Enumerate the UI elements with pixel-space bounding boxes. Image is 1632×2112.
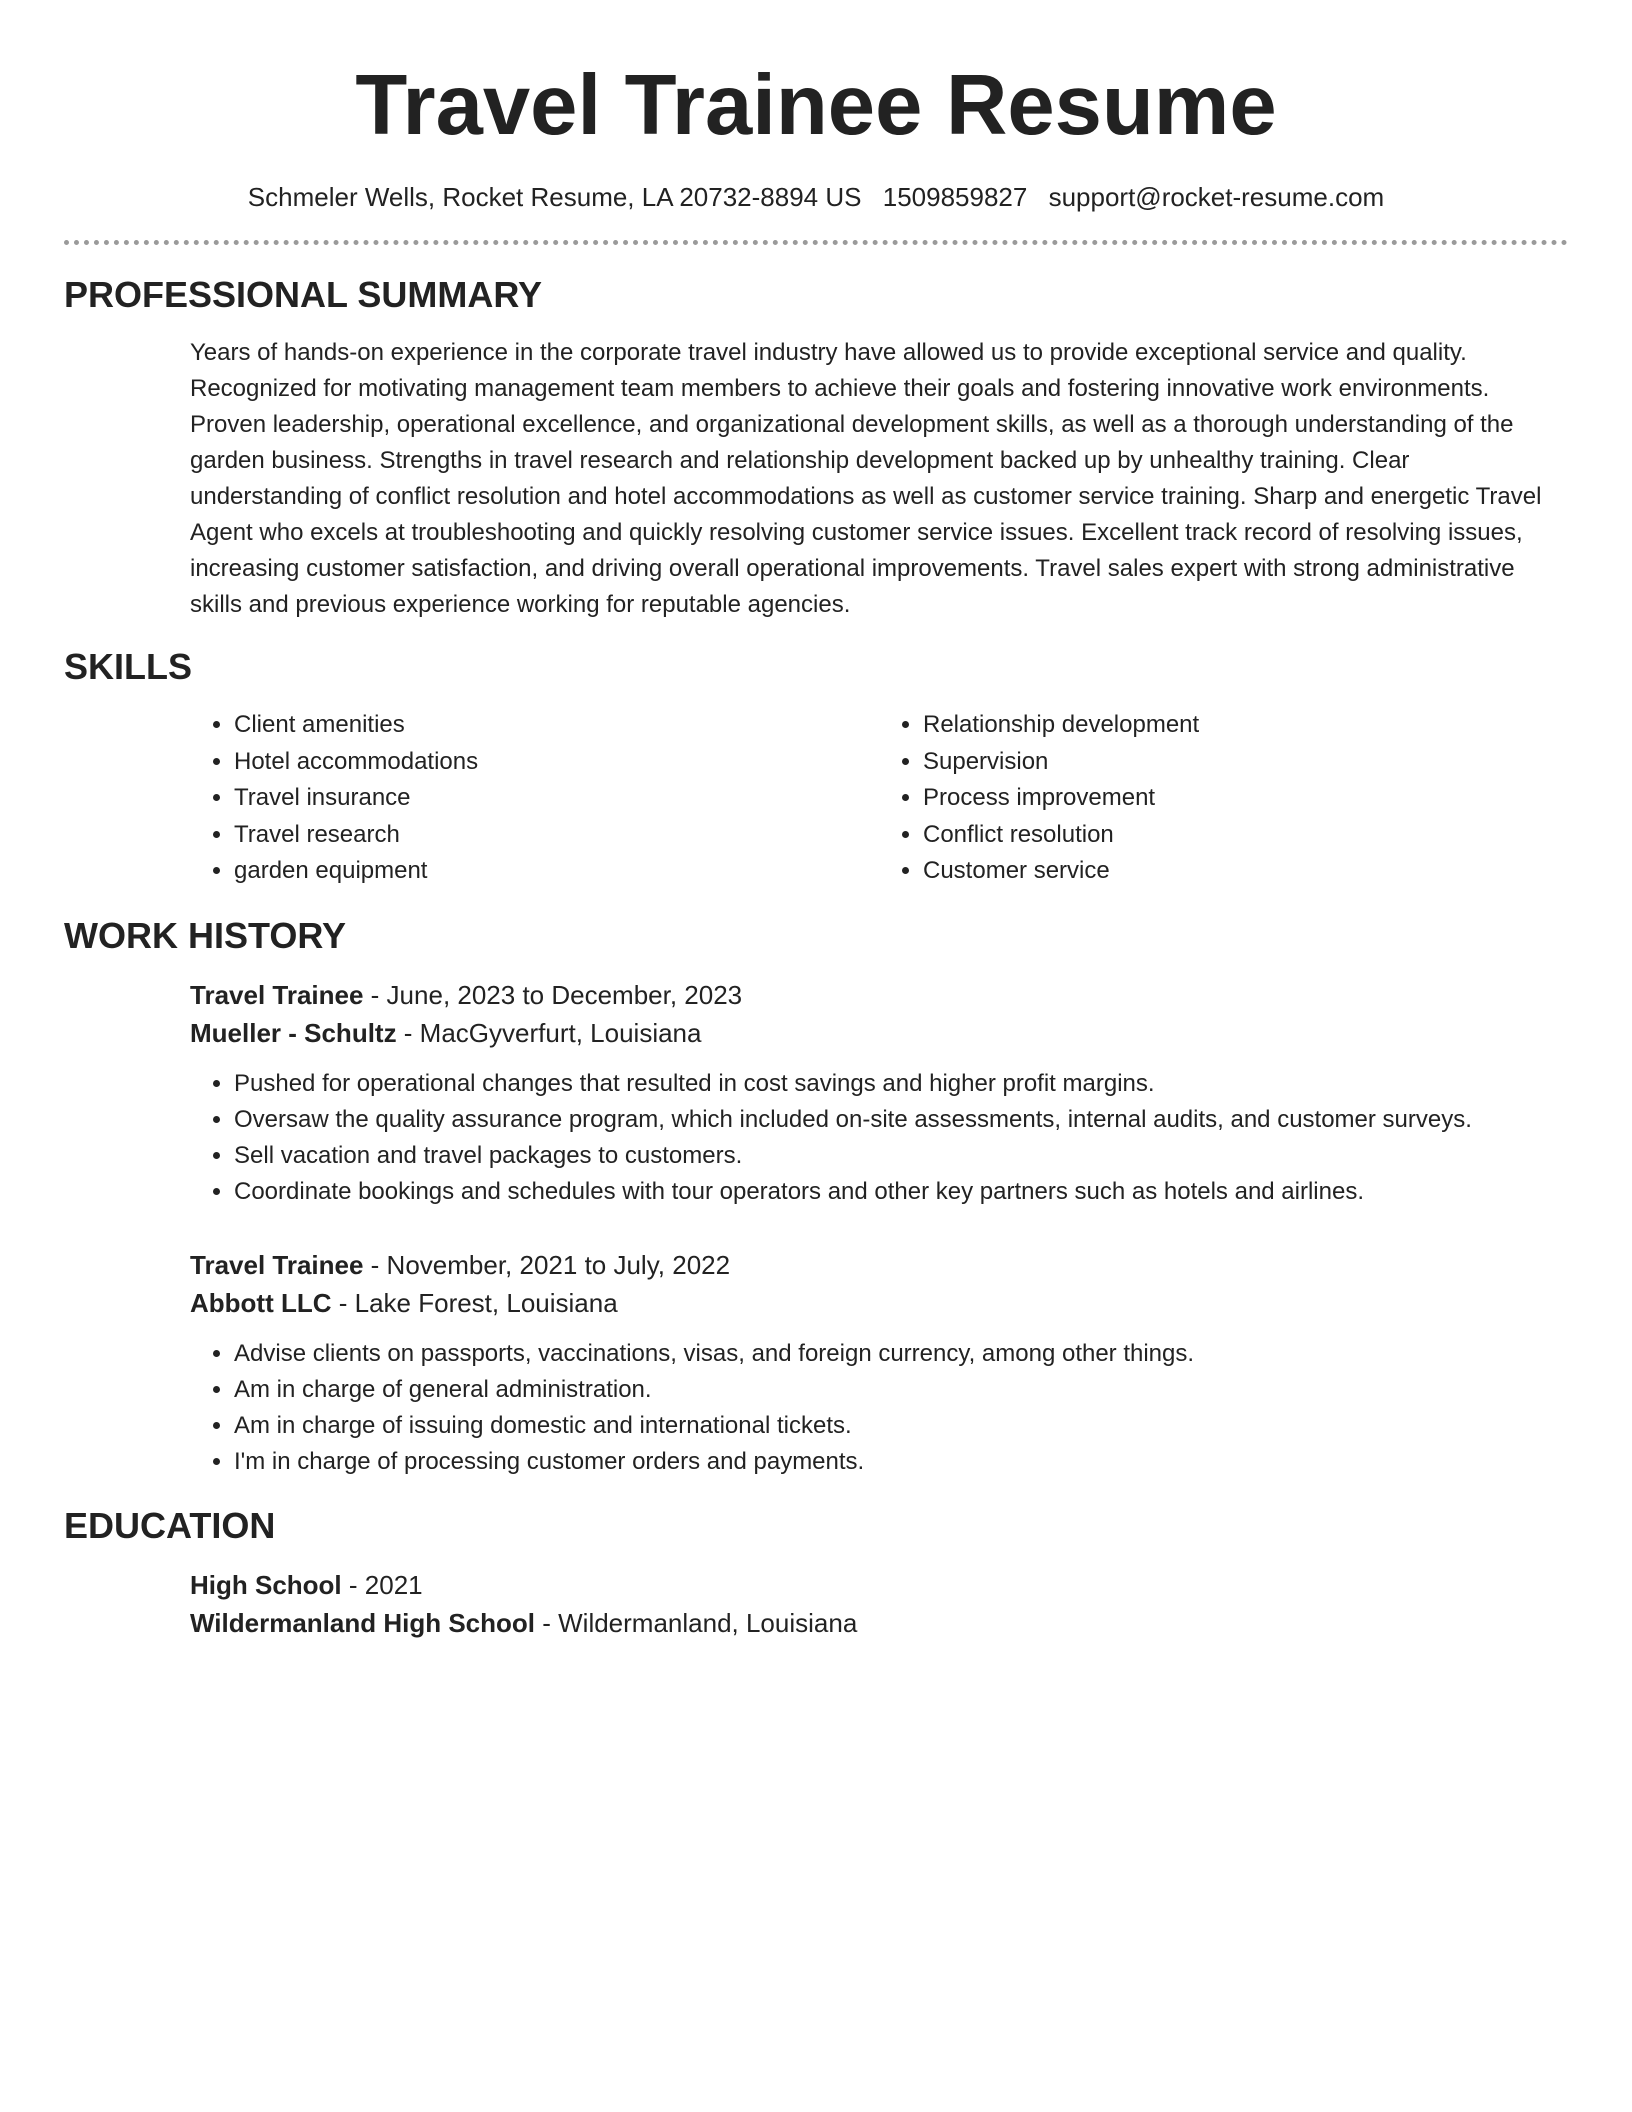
resume-title: Travel Trainee Resume [355,58,1277,153]
contact-email: support@rocket-resume.com [1048,182,1385,212]
job-duty: • Coordinate bookings and schedules with tour operators and other key partners such as hotels and airlines. [234,1174,1568,1210]
education-school: Wildermanland High School [190,1607,536,1638]
skill-item: • Conflict resolution [923,817,1568,854]
section-heading-education: EDUCATION [64,1504,276,1546]
job-title-line [190,1246,1568,1284]
education-degree: High School [190,1569,342,1600]
job-company-line [190,1014,1568,1052]
job-duty: • Sell vacation and travel packages to customers. [234,1138,1568,1174]
job-duties-list [190,1066,1568,1210]
section-heading-work: WORK HISTORY [64,914,347,956]
education-entry [190,1566,1568,1642]
summary-text: Years of hands-on experience in the corporate travel industry have allowed us to provide exceptional service and quality. Recognized for motivating management team members to achieve their goals and fostering innovative work environments. Proven leadership, operational excellence, and organizational development skills, as well as a thorough understanding of the garden business. Strengths in travel research and relationship development backed up by unhealthy training. Clear understanding of conflict resolution and hotel accommodations as well as customer service training. Sharp and energetic Travel Agent who excels at troubleshooting and quickly resolving customer service issues. Excellent track record of resolving issues, increasing customer satisfaction, and driving overall operational improvements. Travel sales expert with strong administrative skills and previous experience working for reputable agencies. [190,339,1542,618]
resume-page [64,0,1568,1642]
job-dates: - June, 2023 to December, 2023 [363,979,743,1010]
education-location: - Wildermanland, Louisiana [535,1607,858,1638]
work-history-section [64,914,1568,1480]
job-location: - Lake Forest, Louisiana [331,1287,618,1318]
contact-info [64,180,1568,214]
skill-item: • Hotel accommodations [234,744,879,781]
job-company: Abbott LLC [190,1287,332,1318]
job-duty: • Advise clients on passports, vaccinations, visas, and foreign currency, among other things. [234,1336,1568,1372]
education-school-line [190,1604,1568,1642]
contact-phone: 1509859827 [882,182,1028,212]
skill-item: • Travel insurance [234,780,879,817]
skill-item: • Relationship development [923,707,1568,744]
job-title-line [190,976,1568,1014]
job-duties-list [190,1336,1568,1480]
skill-item: • Client amenities [234,707,879,744]
education-section [64,1504,1568,1642]
job-title: Travel Trainee [190,1249,364,1280]
job-duty: • Oversaw the quality assurance program, which included on-site assessments, internal audits, and customer surveys. [234,1102,1568,1138]
skills-list-right [879,707,1568,890]
job-duty: • Pushed for operational changes that resulted in cost savings and higher profit margins. [234,1066,1568,1102]
skill-item: • Travel research [234,817,879,854]
job-dates: - November, 2021 to July, 2022 [363,1249,731,1280]
job-location: - MacGyverfurt, Louisiana [396,1017,702,1048]
job-duty: • Am in charge of issuing domestic and international tickets. [234,1408,1568,1444]
skill-item: • garden equipment [234,853,879,890]
job-duty: • I'm in charge of processing customer orders and payments. [234,1444,1568,1480]
job-entry [190,976,1568,1210]
skills-list-left [190,707,879,890]
job-entry [190,1246,1568,1480]
skill-item: • Customer service [923,853,1568,890]
skill-item: • Supervision [923,744,1568,781]
job-company-line [190,1284,1568,1322]
job-duty: • Am in charge of general administration. [234,1372,1568,1408]
contact-address: Schmeler Wells, Rocket Resume, LA 20732-8894 US [247,182,862,212]
education-degree-line [190,1566,1568,1604]
job-company: Mueller - Schultz [190,1017,397,1048]
skills-section [64,645,1568,890]
header-divider [64,240,1568,245]
job-title: Travel Trainee [190,979,364,1010]
education-year: - 2021 [341,1569,423,1600]
skills-grid [190,707,1568,890]
section-heading-skills: SKILLS [64,646,193,687]
professional-summary-section [64,273,1568,623]
skill-item: • Process improvement [923,780,1568,817]
section-heading-summary: PROFESSIONAL SUMMARY [64,274,543,315]
